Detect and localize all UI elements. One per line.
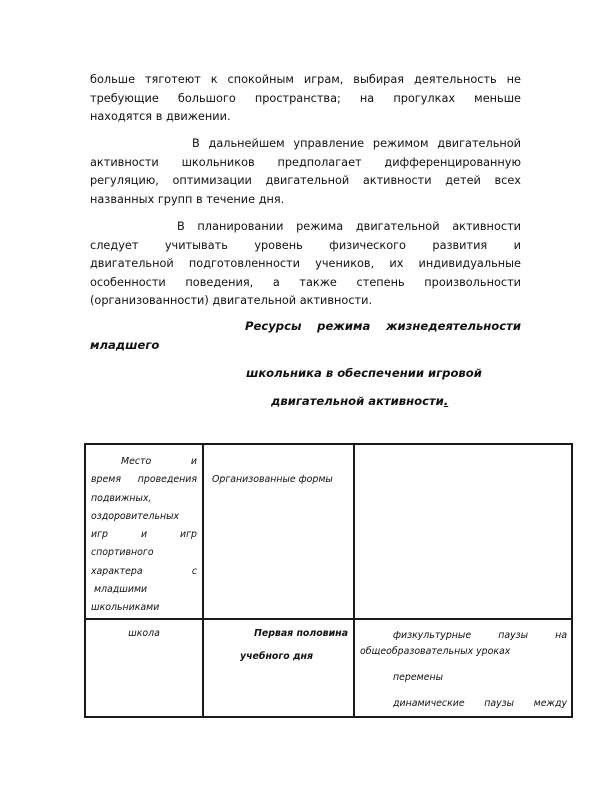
resources-table: [84, 443, 573, 718]
text-line: названных групп в течение дня.: [90, 192, 285, 206]
section-heading-line-3: школьника в обеспечении игровой: [246, 366, 482, 380]
period-text-line-2: учебного дня: [240, 650, 314, 662]
text-line: требующие большого пространства; на прогулках меньше: [90, 91, 521, 105]
header-text-line: характера с: [91, 565, 197, 577]
section-heading-line-2: младшего: [90, 338, 160, 352]
header-text-line: школьниками: [91, 602, 160, 614]
header-text-line: оздоровительных: [91, 510, 180, 522]
header-text-line: Место и: [121, 456, 197, 467]
table-header-row: [85, 444, 572, 619]
header-text-line: младшими: [91, 584, 148, 596]
text-line: находятся в движении.: [90, 110, 231, 124]
forms-text-line: общеобразовательных уроках: [360, 645, 511, 657]
section-heading-line-4: двигательной активности.: [271, 394, 449, 408]
forms-text-line: перемены: [393, 671, 443, 683]
text-line: регуляцию, оптимизации двигательной активности детей всех: [90, 174, 521, 188]
text-line: активности школьников предполагает дифференцированную: [90, 155, 521, 169]
text-line: особенности поведения, а также степень произвольности: [90, 275, 521, 289]
period-text-line-1: Первая половина: [254, 627, 348, 639]
text-line: (организованности) двигательной активности.: [90, 294, 373, 308]
cell-place: [85, 619, 203, 717]
place-text: школа: [128, 627, 160, 639]
header-text-line: спортивного: [91, 547, 154, 559]
forms-text-line: динамические паузы между: [393, 697, 567, 709]
header-text: Организованные формы: [212, 474, 333, 485]
header-cell-empty: [354, 444, 572, 619]
paragraph-1: [90, 71, 521, 127]
header-text-line: игр и игр: [91, 529, 197, 541]
header-cell-organized-forms: [203, 444, 354, 619]
forms-text-line: физкультурные паузы на: [393, 629, 567, 641]
text-line: В дальнейшем управление режимом двигательной: [192, 137, 521, 150]
text-line: В планировании режима двигательной активности: [177, 220, 521, 233]
paragraph-3: [90, 218, 521, 311]
text-line: следует учитывать уровень физического развития и: [90, 238, 521, 252]
header-text-line: время проведения: [91, 474, 197, 486]
text-line: двигательной подготовленности учеников, их индивидуальные: [90, 257, 521, 271]
text-line: больше тяготеют к спокойным играм, выбирая деятельность не: [90, 73, 521, 86]
header-text-line: подвижных,: [91, 492, 152, 504]
header-cell-place-time: [85, 444, 203, 619]
table-row: [85, 619, 572, 717]
paragraph-2: [90, 135, 521, 209]
cell-period: [203, 619, 354, 717]
section-heading-line-1: Ресурсы режима жизнедеятельности: [245, 319, 521, 333]
cell-forms: [354, 619, 572, 717]
